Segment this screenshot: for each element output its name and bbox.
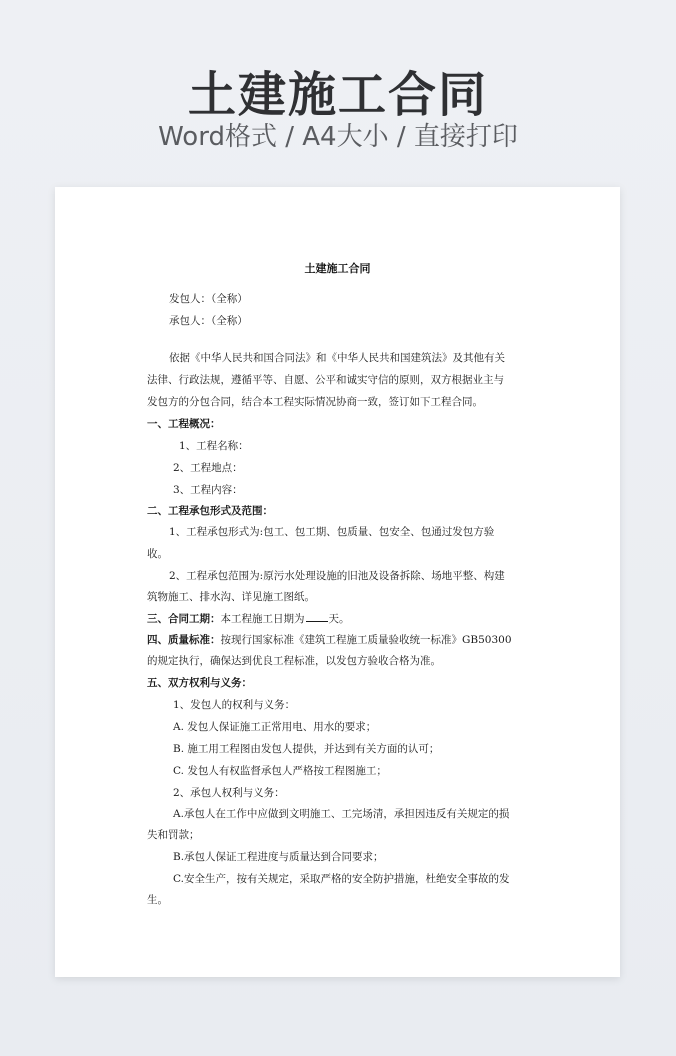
- section-3-heading: 三、合同工期：: [147, 613, 221, 625]
- section-4-line-2: 的规定执行，确保达到优良工程标准，以发包方验收合格为准。: [147, 655, 441, 667]
- section-2-p1-line-2: 收。: [147, 548, 168, 560]
- banner-title: 土建施工合同: [187, 67, 488, 123]
- section-1-item-3: 3、工程内容：: [173, 484, 243, 496]
- section-1-heading: 一、工程概况：: [147, 418, 221, 430]
- section-2-p2-line-1: 2、工程承包范围为:原污水处理设施的旧池及设备拆除、场地平整、构建: [169, 570, 505, 582]
- section-1-item-1: 1、工程名称：: [179, 440, 249, 452]
- party-a-line: 发包人：（全称）: [169, 293, 248, 305]
- document-title: 土建施工合同: [304, 262, 371, 275]
- duration-blank: [306, 610, 328, 622]
- preamble-line-3: 发包方的分包合同，结合本工程实际情况协商一致，签订如下工程合同。: [147, 396, 483, 408]
- section-5-heading: 五、双方权利与义务：: [147, 677, 252, 689]
- party-b-line: 承包人：（全称）: [169, 315, 248, 327]
- section-5-1-heading: 1、发包人的权利与义务：: [173, 699, 296, 711]
- section-4-text-1: 按现行国家标准《建筑工程施工质量验收统一标准》GB50300: [220, 634, 512, 646]
- section-5-1-item-c: C. 发包人有权监督承包人严格按工程图施工；: [173, 765, 387, 777]
- section-4-heading: 四、质量标准：: [147, 634, 221, 646]
- section-2-heading: 二、工程承包形式及范围：: [147, 505, 273, 517]
- section-1-item-2: 2、工程地点：: [173, 462, 243, 474]
- section-5-2-b: B.承包人保证工程进度与质量达到合同要求；: [173, 851, 384, 863]
- section-2-p2-line-2: 筑物施工、排水沟、详见施工图纸。: [147, 591, 315, 603]
- section-5-2-c-line-2: 生。: [147, 894, 168, 906]
- preamble-line-1: 依据《中华人民共和国合同法》和《中华人民共和国建筑法》及其他有关: [169, 352, 505, 364]
- section-5-1-item-a: A. 发包人保证施工正常用电、用水的要求；: [173, 721, 377, 733]
- preamble-line-2: 法律、行政法规，遵循平等、自愿、公平和诚实守信的原则，双方根据业主与: [147, 374, 504, 386]
- section-5-2-c-line-1: C.安全生产，按有关规定，采取严格的安全防护措施，杜绝安全事故的发: [173, 873, 510, 885]
- section-4-line-1: [147, 632, 512, 648]
- section-5-1-item-b: B. 施工用工程图由发包人提供，并达到有关方面的认可；: [173, 743, 440, 755]
- section-2-p1-line-1: 1、工程承包形式为:包工、包工期、包质量、包安全、包通过发包方验: [169, 526, 495, 538]
- section-3-text-a: 本工程施工日期为: [220, 613, 305, 625]
- document-page: [55, 187, 620, 977]
- section-3-text-b: 天。: [328, 613, 350, 625]
- section-5-2-a-line-1: A.承包人在工作中应做到文明施工、工完场清，承担因违反有关规定的损: [173, 808, 510, 820]
- banner-subtitle: Word格式 / A4大小 / 直接打印: [158, 122, 518, 152]
- section-5-2-a-line-2: 失和罚款；: [147, 829, 200, 841]
- section-5-2-heading: 2、承包人权利与义务：: [173, 787, 285, 799]
- section-3-line: [147, 610, 350, 627]
